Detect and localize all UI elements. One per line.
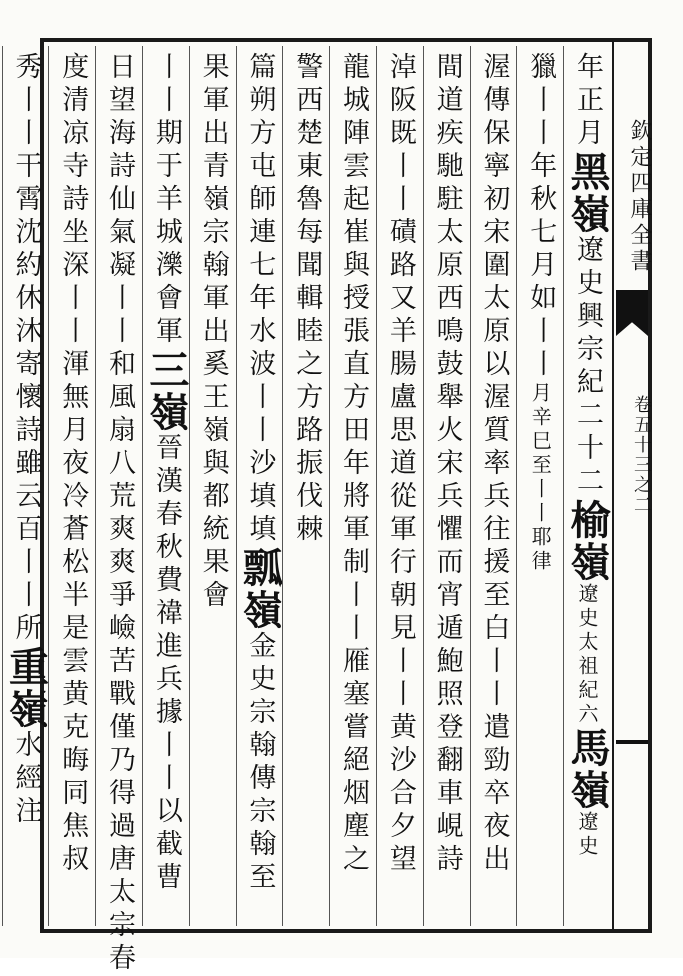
- entry-heading: 重嶺: [2, 646, 50, 730]
- text-column: [376, 46, 423, 926]
- text-columns: [2, 46, 611, 976]
- text-segment: 警西楚東魯每聞輯睦之方路振伐棘: [291, 52, 323, 547]
- text-segment: 遼史興宗紀二十二: [572, 235, 603, 499]
- entry-heading: 三嶺: [142, 349, 190, 433]
- text-column: [470, 46, 517, 926]
- text-segment: 月辛巳至丨丨: [528, 382, 553, 526]
- text-segment: 秀丨丨干霄沈約休沐寄懷詩雖云百丨丨所: [10, 52, 42, 646]
- text-segment: 奚王嶺與都統果會: [197, 349, 229, 613]
- text-column: [329, 46, 376, 926]
- text-segment: 果軍出青嶺宗翰軍出: [197, 52, 229, 349]
- text-column: [236, 46, 283, 926]
- text-segment: 年正月: [572, 52, 603, 151]
- text-segment: 晉漢春秋費禕進兵據丨丨以截曹: [150, 433, 182, 895]
- text-segment: 耶律: [528, 526, 553, 574]
- text-column: [2, 46, 49, 926]
- text-segment: 金史宗翰傳宗翰至: [244, 631, 276, 895]
- text-segment: 渥傳保寧初宋圍太原以渥質率兵往援至白丨丨遣勁卒夜出: [478, 52, 510, 877]
- entry-heading: 黑嶺: [564, 151, 611, 235]
- text-segment: 遼史太祖紀六: [575, 583, 599, 727]
- text-segment: 淖阪既丨丨磧路又羊腸盧思道從軍行朝見丨丨黄沙合夕望: [384, 52, 416, 877]
- entry-heading: 馬嶺: [564, 727, 611, 811]
- text-segment: 丨丨期于羊城濼會軍: [150, 52, 182, 349]
- text-segment: 度清凉寺詩坐深丨丨渾無月夜冷蒼松半是雲: [57, 52, 89, 679]
- text-segment: 黄克晦同焦叔: [57, 679, 89, 877]
- text-segment: 篇朔方屯師連七年水波丨丨沙填填: [244, 52, 276, 547]
- text-column: [142, 46, 189, 926]
- text-column: [189, 46, 236, 926]
- text-segment: 水經注: [10, 730, 42, 829]
- text-segment: 間道疾馳駐太原西鳴鼓舉火宋兵懼而宵遁鮑照登翻車峴詩: [431, 52, 463, 877]
- book-title: 欽定四庫全書: [627, 119, 652, 275]
- volume-label: 卷五十三之二: [631, 395, 652, 515]
- text-segment: 龍城陣雲起崔與授張直方田年將軍制丨丨雁塞嘗絕烟塵之: [338, 52, 370, 877]
- text-segment: 遼史: [575, 811, 599, 859]
- text-column: [282, 46, 329, 926]
- entry-heading: 瓢嶺: [236, 547, 284, 631]
- entry-heading: 榆嶺: [564, 499, 611, 583]
- text-column: [423, 46, 470, 926]
- text-segment: 日望海詩仙氣凝丨丨和風扇八荒: [104, 52, 136, 514]
- text-column: [563, 46, 610, 926]
- text-column: [48, 46, 95, 926]
- text-column: [516, 46, 563, 926]
- fishtail-lower-mark: [616, 740, 648, 744]
- text-segment: 爽爽爭嶮苦戰僅乃得過唐太宗春: [104, 514, 136, 976]
- text-segment: 年秋七月如丨丨: [525, 151, 557, 382]
- text-column: [95, 46, 142, 976]
- text-segment: 獵丨丨: [525, 52, 557, 151]
